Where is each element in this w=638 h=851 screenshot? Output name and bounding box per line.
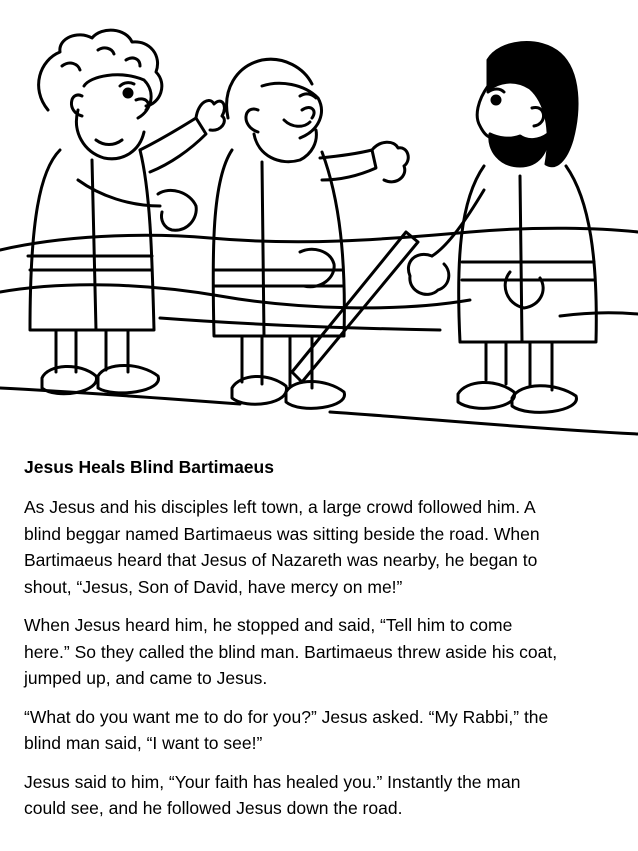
story-paragraph-4 <box>24 769 624 822</box>
paragraph-line: shout, “Jesus, Son of David, have mercy on me!” <box>24 576 403 597</box>
disciple-left-figure <box>28 30 224 394</box>
story-text <box>24 456 624 834</box>
paragraph-line: As Jesus and his disciples left town, a large crowd followed him. A <box>24 497 536 517</box>
story-paragraph-3 <box>24 704 624 757</box>
paragraph-line: “What do you want me to do for you?” Jesus asked. “My Rabbi,” the <box>24 706 549 727</box>
story-title: Jesus Heals Blind Bartimaeus <box>24 457 274 477</box>
paragraph-line: Bartimaeus heard that Jesus of Nazareth was nearby, he began to <box>24 550 538 570</box>
paragraph-line: blind man said, “I want to see!” <box>24 733 263 753</box>
bartimaeus-figure <box>213 59 408 408</box>
story-paragraph-2 <box>24 612 624 692</box>
paragraph-line: When Jesus heard him, he stopped and said, “Tell him to come <box>24 615 513 635</box>
paragraph-line: blind beggar named Bartimaeus was sitting beside the road. When <box>24 523 540 544</box>
paragraph-line: Jesus said to him, “Your faith has healed you.” Instantly the man <box>24 771 521 792</box>
paragraph-line: jumped up, and came to Jesus. <box>24 668 268 688</box>
story-paragraph-1 <box>24 494 624 600</box>
paragraph-line: could see, and he followed Jesus down the road. <box>24 798 403 818</box>
paragraph-line: here.” So they called the blind man. Bartimaeus threw aside his coat, <box>24 641 558 662</box>
